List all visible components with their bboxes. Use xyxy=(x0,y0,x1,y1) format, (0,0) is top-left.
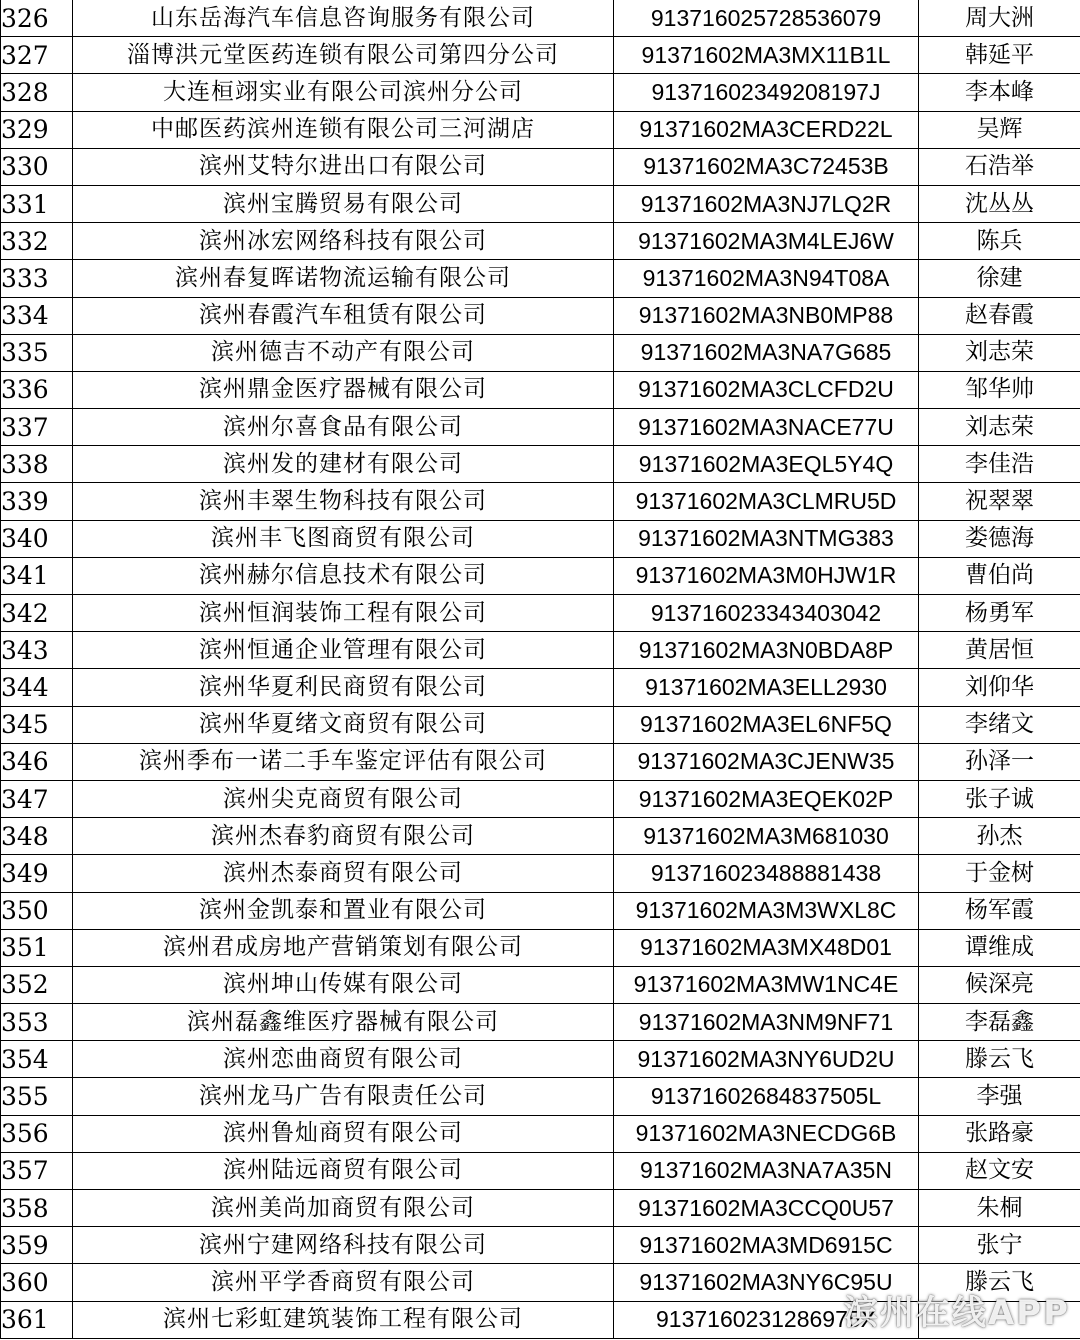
row-number: 332 xyxy=(1,223,73,260)
company-name: 滨州丰飞图商贸有限公司 xyxy=(73,520,614,557)
company-name: 滨州尔喜食品有限公司 xyxy=(73,409,614,446)
credit-code: 91371602MA3N94T08A xyxy=(614,260,919,297)
credit-code: 91371602MA3EL6NF5Q xyxy=(614,706,919,743)
table-row xyxy=(1,743,1080,780)
table-row xyxy=(1,929,1080,966)
row-number: 358 xyxy=(1,1190,73,1227)
table-row xyxy=(1,595,1080,632)
row-number: 352 xyxy=(1,966,73,1003)
table-row xyxy=(1,1190,1080,1227)
table-row xyxy=(1,669,1080,706)
company-name: 中邮医药滨州连锁有限公司三河湖店 xyxy=(73,111,614,148)
company-name: 滨州季布一诺二手车鉴定评估有限公司 xyxy=(73,743,614,780)
credit-code: 91371602MA3M4LEJ6W xyxy=(614,223,919,260)
credit-code: 91371602MA3MX11B1L xyxy=(614,37,919,74)
legal-representative: 石浩举 xyxy=(919,148,1080,185)
company-name: 淄博洪元堂医药连锁有限公司第四分公司 xyxy=(73,37,614,74)
credit-code: 913716023343403042 xyxy=(614,595,919,632)
company-name: 滨州七彩虹建筑装饰工程有限公司 xyxy=(73,1301,614,1338)
company-name: 滨州发的建材有限公司 xyxy=(73,446,614,483)
legal-representative: 李佳浩 xyxy=(919,446,1080,483)
table-row xyxy=(1,185,1080,222)
company-name: 滨州美尚加商贸有限公司 xyxy=(73,1190,614,1227)
row-number: 341 xyxy=(1,557,73,594)
row-number: 361 xyxy=(1,1301,73,1338)
credit-code: 91371602572853607​9 xyxy=(614,0,919,37)
table-row xyxy=(1,780,1080,817)
table-row xyxy=(1,0,1080,37)
company-name: 滨州金凯泰和置业有限公司 xyxy=(73,892,614,929)
credit-code: 91371602MA3NJ7LQ2R xyxy=(614,185,919,222)
row-number: 326 xyxy=(1,0,73,37)
company-name: 滨州尖克商贸有限公司 xyxy=(73,780,614,817)
table-row xyxy=(1,260,1080,297)
company-name: 滨州恋曲商贸有限公司 xyxy=(73,1041,614,1078)
company-name: 滨州宝腾贸易有限公司 xyxy=(73,185,614,222)
legal-representative: 张宁 xyxy=(919,1227,1080,1264)
company-name: 滨州春复晖诺物流运输有限公司 xyxy=(73,260,614,297)
company-name: 滨州君成房地产营销策划有限公司 xyxy=(73,929,614,966)
legal-representative: 祝翠翠 xyxy=(919,483,1080,520)
table-row xyxy=(1,1041,1080,1078)
table-row xyxy=(1,74,1080,111)
table-row xyxy=(1,1152,1080,1189)
credit-code: 91371602MA3CJENW35 xyxy=(614,743,919,780)
company-name: 滨州宁建网络科技有限公司 xyxy=(73,1227,614,1264)
row-number: 339 xyxy=(1,483,73,520)
table-row xyxy=(1,966,1080,1003)
legal-representative: 李强 xyxy=(919,1078,1080,1115)
row-number: 331 xyxy=(1,185,73,222)
credit-code: 91371602MA3CLCFD2U xyxy=(614,371,919,408)
legal-representative: 沈丛丛 xyxy=(919,185,1080,222)
credit-code: 91371602MA3NY6UD2U xyxy=(614,1041,919,1078)
credit-code: 91371602MA3NTMG383 xyxy=(614,520,919,557)
credit-code: 91371602MA3CLMRU5D xyxy=(614,483,919,520)
company-name: 滨州鲁灿商贸有限公司 xyxy=(73,1115,614,1152)
legal-representative: 赵春霞 xyxy=(919,297,1080,334)
credit-code: 91371602MA3NY6C95U xyxy=(614,1264,919,1301)
legal-representative: 李磊鑫 xyxy=(919,1004,1080,1041)
company-name: 滨州德吉不动产有限公司 xyxy=(73,334,614,371)
table-row xyxy=(1,371,1080,408)
credit-code: 91371602MA3M0HJW1R xyxy=(614,557,919,594)
legal-representative: 孙泽一 xyxy=(919,743,1080,780)
row-number: 330 xyxy=(1,148,73,185)
table-row xyxy=(1,297,1080,334)
legal-representative: 刘仰华 xyxy=(919,669,1080,706)
row-number: 337 xyxy=(1,409,73,446)
company-name: 滨州鼎金医疗器械有限公司 xyxy=(73,371,614,408)
legal-representative: 谭维成 xyxy=(919,929,1080,966)
table-row xyxy=(1,446,1080,483)
credit-code: 91371602MA3ELL2930 xyxy=(614,669,919,706)
company-name: 滨州春霞汽车租赁有限公司 xyxy=(73,297,614,334)
table-row xyxy=(1,223,1080,260)
company-name: 滨州陆远商贸有限公司 xyxy=(73,1152,614,1189)
table-row xyxy=(1,148,1080,185)
row-number: 359 xyxy=(1,1227,73,1264)
row-number: 357 xyxy=(1,1152,73,1189)
row-number: 327 xyxy=(1,37,73,74)
credit-code: 91371602684837505L xyxy=(614,1078,919,1115)
credit-code: 91371602MA3C72453B xyxy=(614,148,919,185)
credit-code: 913716023488881438 xyxy=(614,855,919,892)
row-number: 344 xyxy=(1,669,73,706)
row-number: 340 xyxy=(1,520,73,557)
legal-representative: 黄居恒 xyxy=(919,632,1080,669)
credit-code: 91371602MA3CERD22L xyxy=(614,111,919,148)
table-row xyxy=(1,706,1080,743)
credit-code: 91371602MA3NB0MP88 xyxy=(614,297,919,334)
table-row xyxy=(1,483,1080,520)
company-name: 滨州坤山传媒有限公司 xyxy=(73,966,614,1003)
legal-representative: 滕云飞 xyxy=(919,1264,1080,1301)
credit-code: 91371602MA3N0BDA8P xyxy=(614,632,919,669)
row-number: 338 xyxy=(1,446,73,483)
legal-representative: 张子诚 xyxy=(919,780,1080,817)
company-name: 滨州华夏利民商贸有限公司 xyxy=(73,669,614,706)
credit-code: 91371602MA3NA7G685 xyxy=(614,334,919,371)
legal-representative: 周大洲 xyxy=(919,0,1080,37)
company-name: 滨州杰春豹商贸有限公司 xyxy=(73,818,614,855)
credit-code: 913716023128697​5X xyxy=(614,1301,919,1338)
credit-code: 91371602MA3NA7A35N xyxy=(614,1152,919,1189)
table-row xyxy=(1,1078,1080,1115)
company-name: 滨州磊鑫维医疗器械有限公司 xyxy=(73,1004,614,1041)
row-number: 335 xyxy=(1,334,73,371)
legal-representative: 徐建 xyxy=(919,260,1080,297)
table-row xyxy=(1,818,1080,855)
credit-code: 91371602MA3EQL5Y4Q xyxy=(614,446,919,483)
credit-code: 91371602MA3EQEK02P xyxy=(614,780,919,817)
table-row xyxy=(1,334,1080,371)
row-number: 329 xyxy=(1,111,73,148)
row-number: 350 xyxy=(1,892,73,929)
row-number: 347 xyxy=(1,780,73,817)
legal-representative: 陈兵 xyxy=(919,223,1080,260)
legal-representative: 于金树 xyxy=(919,855,1080,892)
company-name: 滨州赫尔信息技术有限公司 xyxy=(73,557,614,594)
legal-representative xyxy=(919,1301,1080,1338)
legal-representative: 赵文安 xyxy=(919,1152,1080,1189)
row-number: 351 xyxy=(1,929,73,966)
row-number: 345 xyxy=(1,706,73,743)
company-name: 滨州艾特尔进出口有限公司 xyxy=(73,148,614,185)
company-name: 滨州恒通企业管理有限公司 xyxy=(73,632,614,669)
credit-code: 91371602MA3NACE77U xyxy=(614,409,919,446)
company-name: 滨州平学香商贸有限公司 xyxy=(73,1264,614,1301)
table-row xyxy=(1,37,1080,74)
table-row xyxy=(1,111,1080,148)
legal-representative: 杨勇军 xyxy=(919,595,1080,632)
legal-representative: 朱桐 xyxy=(919,1190,1080,1227)
company-name: 山东岳海汽车信息咨询服务有限公司 xyxy=(73,0,614,37)
legal-representative: 杨军霞 xyxy=(919,892,1080,929)
legal-representative: 韩延平 xyxy=(919,37,1080,74)
legal-representative: 候深亮 xyxy=(919,966,1080,1003)
table-row xyxy=(1,1264,1080,1301)
credit-code: 91371602MA3NECDG6B xyxy=(614,1115,919,1152)
legal-representative: 李绪文 xyxy=(919,706,1080,743)
credit-code: 91371602MA3MD6915C xyxy=(614,1227,919,1264)
company-name: 滨州丰翠生物科技有限公司 xyxy=(73,483,614,520)
row-number: 355 xyxy=(1,1078,73,1115)
company-name: 滨州冰宏网络科技有限公司 xyxy=(73,223,614,260)
company-name: 滨州龙马广告有限责任公司 xyxy=(73,1078,614,1115)
credit-code: 91371602MA3M3WXL8C xyxy=(614,892,919,929)
row-number: 356 xyxy=(1,1115,73,1152)
row-number: 334 xyxy=(1,297,73,334)
roster-body xyxy=(1,0,1080,1338)
table-row xyxy=(1,632,1080,669)
table-row xyxy=(1,409,1080,446)
credit-code: 91371602MA3CCQ0U57 xyxy=(614,1190,919,1227)
legal-representative: 曹伯尚 xyxy=(919,557,1080,594)
credit-code: 91371602MA3MW1NC4E xyxy=(614,966,919,1003)
credit-code: 91371602MA3NM9NF71 xyxy=(614,1004,919,1041)
row-number: 333 xyxy=(1,260,73,297)
row-number: 360 xyxy=(1,1264,73,1301)
legal-representative: 吴辉 xyxy=(919,111,1080,148)
table-row xyxy=(1,855,1080,892)
table-row xyxy=(1,1115,1080,1152)
row-number: 354 xyxy=(1,1041,73,1078)
row-number: 346 xyxy=(1,743,73,780)
company-name: 滨州华夏绪文商贸有限公司 xyxy=(73,706,614,743)
company-name: 大连桓翊实业有限公司滨州分公司 xyxy=(73,74,614,111)
legal-representative: 刘志荣 xyxy=(919,409,1080,446)
row-number: 343 xyxy=(1,632,73,669)
table-row xyxy=(1,1301,1080,1338)
credit-code: 91371602MA3MX48D01 xyxy=(614,929,919,966)
row-number: 328 xyxy=(1,74,73,111)
legal-representative: 李本峰 xyxy=(919,74,1080,111)
company-name: 滨州恒润装饰工程有限公司 xyxy=(73,595,614,632)
legal-representative: 娄德海 xyxy=(919,520,1080,557)
row-number: 348 xyxy=(1,818,73,855)
company-name: 滨州杰泰商贸有限公司 xyxy=(73,855,614,892)
legal-representative: 孙杰 xyxy=(919,818,1080,855)
legal-representative: 刘志荣 xyxy=(919,334,1080,371)
legal-representative: 邹华帅 xyxy=(919,371,1080,408)
table-row xyxy=(1,557,1080,594)
credit-code: 91371602MA3M681030 xyxy=(614,818,919,855)
table-row xyxy=(1,1227,1080,1264)
legal-representative: 滕云飞 xyxy=(919,1041,1080,1078)
table-row xyxy=(1,520,1080,557)
watermark-logo: 滨州在线APP xyxy=(843,1293,1070,1333)
row-number: 349 xyxy=(1,855,73,892)
row-number: 342 xyxy=(1,595,73,632)
row-number: 353 xyxy=(1,1004,73,1041)
table-row xyxy=(1,892,1080,929)
table-row xyxy=(1,1004,1080,1041)
credit-code: 91371602349208197J xyxy=(614,74,919,111)
legal-representative: 张路豪 xyxy=(919,1115,1080,1152)
row-number: 336 xyxy=(1,371,73,408)
